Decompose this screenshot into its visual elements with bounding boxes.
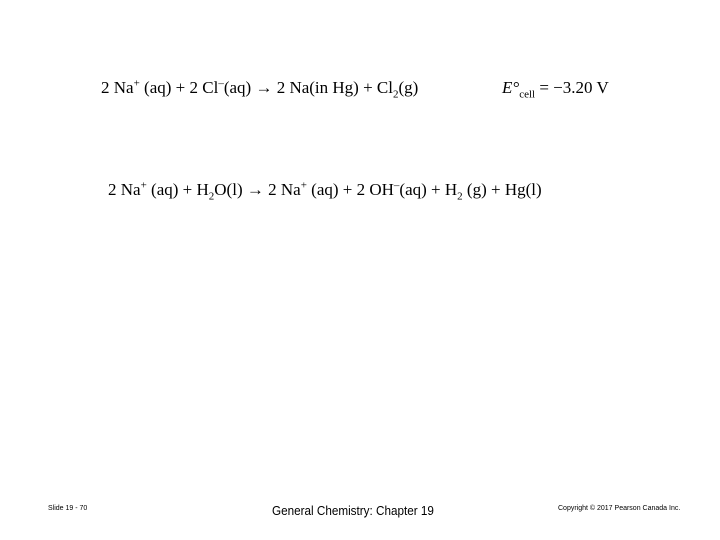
cell-potential (502, 78, 609, 101)
chemical-equation-1 (101, 77, 419, 101)
eq1-text: 2 Na (101, 78, 134, 97)
eq1-subscript: 2 (393, 88, 399, 101)
chemical-equation-2 (108, 179, 542, 203)
slide-number: Slide 19 - 70 (48, 505, 88, 512)
eq1-charge: + (133, 77, 140, 90)
eq1-text: (g) (398, 78, 419, 97)
eq2-charge: + (140, 179, 147, 192)
eq2-text: (g) + Hg(l) (462, 180, 542, 199)
eq1-charge: – (218, 77, 224, 90)
eq2-text: O(l) → 2 Na (214, 180, 301, 199)
course-title: General Chemistry: Chapter 19 (272, 503, 434, 518)
eq2-subscript: 2 (208, 190, 215, 203)
eq1-text: (aq) + 2 Cl (139, 78, 219, 97)
eq2-text: 2 Na (108, 180, 141, 199)
eq1-text: (aq) → 2 Na(in Hg) + Cl (223, 78, 393, 97)
ecell-value: = −3.20 V (535, 78, 609, 97)
eq2-charge: + (300, 179, 307, 192)
ecell-subscript: cell (519, 88, 536, 101)
ecell-symbol: E° (502, 78, 520, 97)
copyright-notice: Copyright © 2017 Pearson Canada Inc. (558, 505, 681, 512)
eq2-text: (aq) + 2 OH (306, 180, 394, 199)
eq2-text: (aq) + H (146, 180, 209, 199)
eq2-subscript: 2 (457, 190, 463, 203)
eq2-charge: – (393, 179, 400, 192)
eq2-text: (aq) + H (399, 180, 458, 199)
